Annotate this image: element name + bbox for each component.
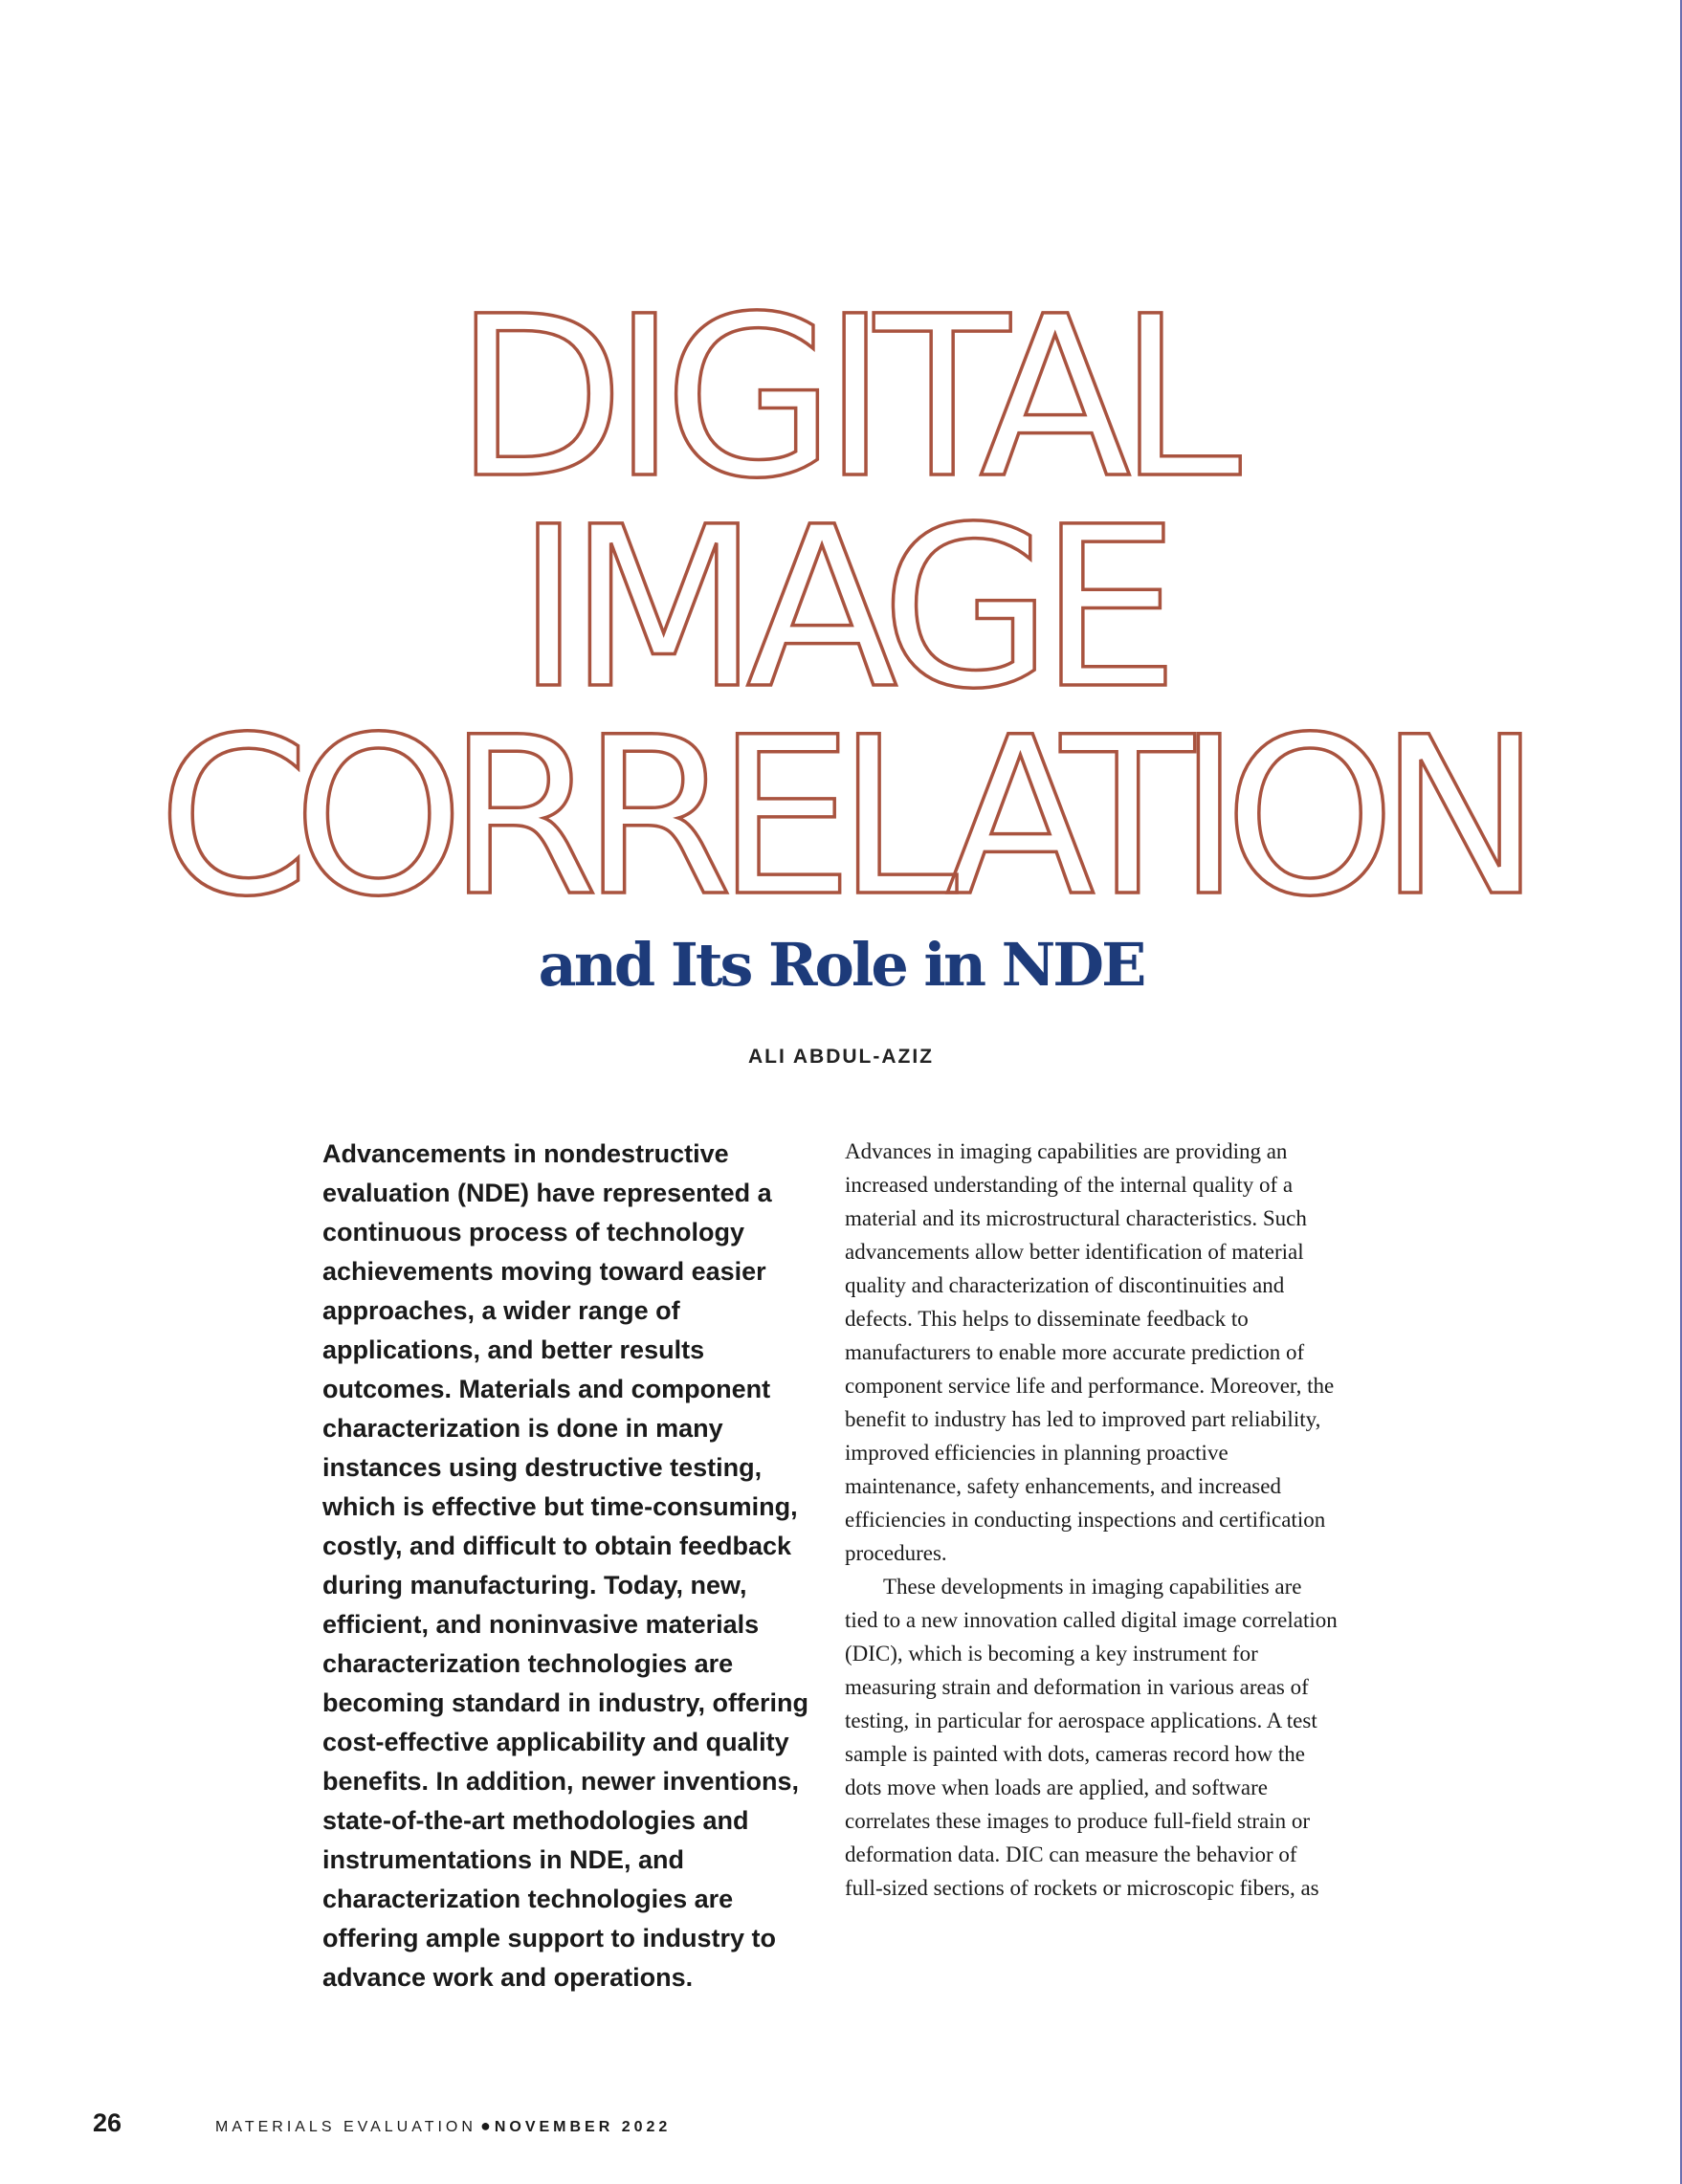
title-line-3: CORRELATION bbox=[157, 690, 1525, 944]
page-footer bbox=[93, 2108, 671, 2138]
body-paragraph-1: Advances in imaging capabilities are providing an increased understanding of the internal quality of a material and its microstructural characteristics. Such advancements allow better identification of material quality and characterization of discontinuities and defects. This helps to disseminate feedback to manufacturers to enable more accurate prediction of component service life and performance. Moreover, the benefit to industry has led to improved part reliability, improved efficiencies in planning proactive maintenance, safety enhancements, and increased efficiencies in conducting inspections and certification procedures. bbox=[845, 1139, 1335, 1565]
bullet-separator: ● bbox=[479, 2116, 491, 2135]
page-number: 26 bbox=[93, 2108, 122, 2137]
body-paragraph-2: These developments in imaging capabilities are tied to a new innovation called digital image correlation (DIC), which is becoming a key instrument for measuring strain and deformation in various areas of testing, in particular for aerospace applications. A test sample is painted with dots, cameras record how the dots move when loads are applied, and software correlates these images to produce full-field strain or deformation data. DIC can measure the behavior of full-sized sections of rockets or microscopic fibers, as bbox=[845, 1575, 1338, 1900]
title-line-1: DIGITAL bbox=[454, 269, 1228, 527]
title-line-2: IMAGE bbox=[516, 479, 1166, 738]
journal-name: MATERIALS EVALUATION bbox=[215, 2119, 476, 2135]
author-byline: ALI ABDUL-AZIZ bbox=[747, 1046, 935, 1068]
abstract: Advancements in nondestructive evaluation (NDE) have represented a continuous process of technology achievements moving toward easier approaches, a wider range of applications, and better results outcomes. Materials and component characterization is done in many instances using destructive testing, which is effective but time-consuming, costly, and difficult to obtain feedback during manufacturing. Today, new, efficient, and noninvasive materials characterization technologies are becoming standard in industry, offering cost-effective applicability and quality benefits. In addition, newer inventions, state-of-the-art methodologies and instrumentations in NDE, and characterization technologies are offering ample support to industry to advance work and operations. bbox=[322, 1139, 809, 1992]
subtitle: and Its Role in NDE bbox=[538, 930, 1144, 1000]
issue-date: NOVEMBER 2022 bbox=[494, 2119, 672, 2135]
body-column bbox=[845, 1135, 1338, 1905]
